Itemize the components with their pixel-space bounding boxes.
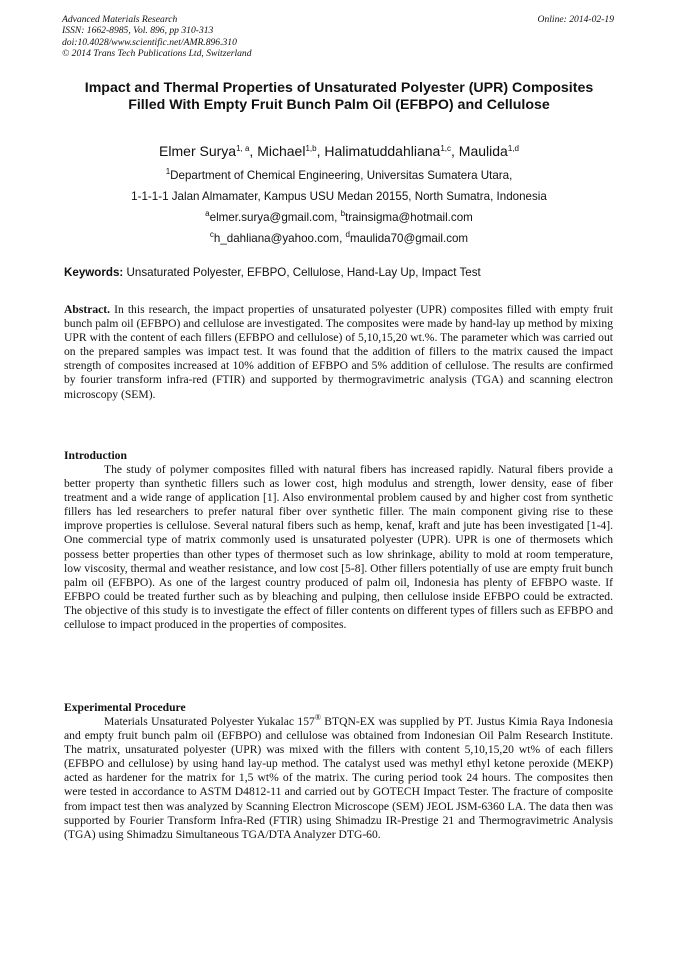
email-link: elmer.surya@gmail.com — [209, 211, 335, 224]
author-emails: $^a$elmer.surya@gmail.com, $^b$trainsigma@hotmail.com — [205, 209, 473, 224]
journal-copyright: © 2014 Trans Tech Publications Ltd, Switzerland — [62, 48, 252, 60]
journal-name: Advanced Materials Research — [62, 14, 178, 25]
author-name: Michael — [257, 143, 306, 159]
experimental-paragraph: Materials Unsaturated Polyester Yukalac 157® BTQN-EX was supplied by PT. Justus Kimia Raya Indonesia and empty fruit bunch palm oil (EFBPO) and cellulose was obtained from Indonesian Oil Palm Research Institute. The matrix, unsaturated polyester (UPR) was mixed with the fillers with content 5,10,15,20 wt% of each fillers (EFBPO and cellulose) by using hand lay-up method. The catalyst used was methyl ethyl ketone peroxide (MEKP) acted as hardener for the matrix for 1,5 wt% of the matrix. The curing period took 24 hours. The composites then were tested in accordance to ASTM D4812-11 and carried out by GOTECH Impact Tester. The fracture of composite from impact test then was analyzed by Scanning Electron Microscope (SEM) JEOL JSM-6360 LA. The data then was supported by Fourier Transform Infra-Red (FTIR) using Shimadzu IR-Prestige 21 and Thermogravimetric Analysis (TGA) using Shimadzu Simultaneous TGA/DTA Analyzer DTG-60. — [64, 713, 613, 841]
affiliation-department: $^1$Department of Chemical Engineering, Universitas Sumatera Utara, — [165, 167, 513, 182]
affiliation-address: 1-1-1-1 Jalan Almamater, Kampus USU Medan 20155, North Sumatra, Indonesia — [131, 190, 547, 203]
introduction-paragraph: The study of polymer composites filled with natural fibers has increased rapidly. Natural fibers provide a better property than synthetic fillers such as lower cost, high modulus and strength, lower density, ease of fiber treatment and a wide range of application [1]. Also environmental problem caused by and higher cost from synthetic fillers has led researchers to prefer natural fiber over synthetic filler. The main component giving rise to these improve properties is cellulose. Several natural fibers such as hemp, kenaf, kraft and jute has been investigated [1-4]. One commercial type of matrix commonly used is unsaturated polyester (UPR). UPR is one of thermosets which possess better properties than other types of thermoset such as low shrinkage, ability to mold at room temperature, low viscosity, thermal and weather resistance, and low cost [5-8]. Other fillers potentially of use are empty fruit bunch palm oil (EFBPO). As one of the largest country produced of palm oil, Indonesia has plenty of EFBPO waste. If EFBPO could be treated further such as by bleaching and pulping, then cellulose inside EFBPO could be extracted. The objective of this study is to investigate the effect of filler contents on different types of fillers such as EFBPO and cellulose to impact produced in the properties of composites. — [64, 463, 613, 632]
registered-mark: ® — [314, 713, 321, 722]
paper-title: Impact and Thermal Properties of Unsaturated Polyester (UPR) Composites Filled With Empty Fruit Bunch Palm Oil (EFBPO) and Cellulose — [84, 80, 594, 114]
author-name: Maulida — [458, 143, 508, 159]
journal-issn: ISSN: 1662-8985, Vol. 896, pp 310-313 — [62, 25, 214, 37]
author-affiliation-mark: 1, a — [236, 144, 250, 153]
journal-header — [62, 14, 252, 60]
email-link: h_dahliana@yahoo.com — [213, 232, 340, 245]
email-link: maulida70@gmail.com — [350, 232, 469, 245]
author-emails: $^c$h_dahliana@yahoo.com, $^d$maulida70@gmail.com — [209, 230, 469, 245]
keywords — [64, 266, 481, 279]
abstract — [64, 303, 613, 402]
abstract-label: Abstract. — [64, 303, 111, 316]
author-affiliation-mark: 1,b — [305, 144, 317, 153]
online-date: Online: 2014-02-19 — [537, 14, 614, 25]
affiliation-mark: 1 — [165, 167, 171, 176]
keywords-text: Unsaturated Polyester, EFBPO, Cellulose, Hand-Lay Up, Impact Test — [126, 266, 481, 279]
author-name: Elmer Surya — [159, 143, 237, 159]
email-link: trainsigma@hotmail.com — [345, 211, 473, 224]
section-heading-experimental: Experimental Procedure — [64, 701, 186, 714]
author-affiliation-mark: 1,d — [507, 144, 519, 153]
journal-doi: doi:10.4028/www.scientific.net/AMR.896.310 — [62, 36, 237, 48]
abstract-text: In this research, the impact properties of unsaturated polyester (UPR) composites filled with empty fruit bunch palm oil (EFBPO) and cellulose are investigated. The composites were made by hand-lay up method by mixing UPR with the content of each fillers (EFBPO and cellulose) of 5,10,15,20 wt.%. The parameter which was carried out on the prepared samples was impact test. It was found that the addition of fillers to the matrix caused the impact strength of composites increased at 10% addition of EFBPO and 5% addition of cellulose. The results are confirmed by fourier transform infra-red (FTIR) and supported by thermogravimetric analysis (TGA) and scanning electron microscopy (SEM). — [64, 303, 613, 401]
keywords-label: Keywords: — [64, 266, 124, 279]
section-heading-introduction: Introduction — [64, 449, 127, 462]
author-affiliation-mark: 1,c — [440, 144, 451, 153]
author-list: Elmer Surya$^{1, a}$, Michael$^{1,b}$, Halimatuddahliana$^{1,c}$, Maulida$^{1,d}$ — [159, 143, 519, 159]
author-name: Halimatuddahliana — [324, 143, 441, 159]
